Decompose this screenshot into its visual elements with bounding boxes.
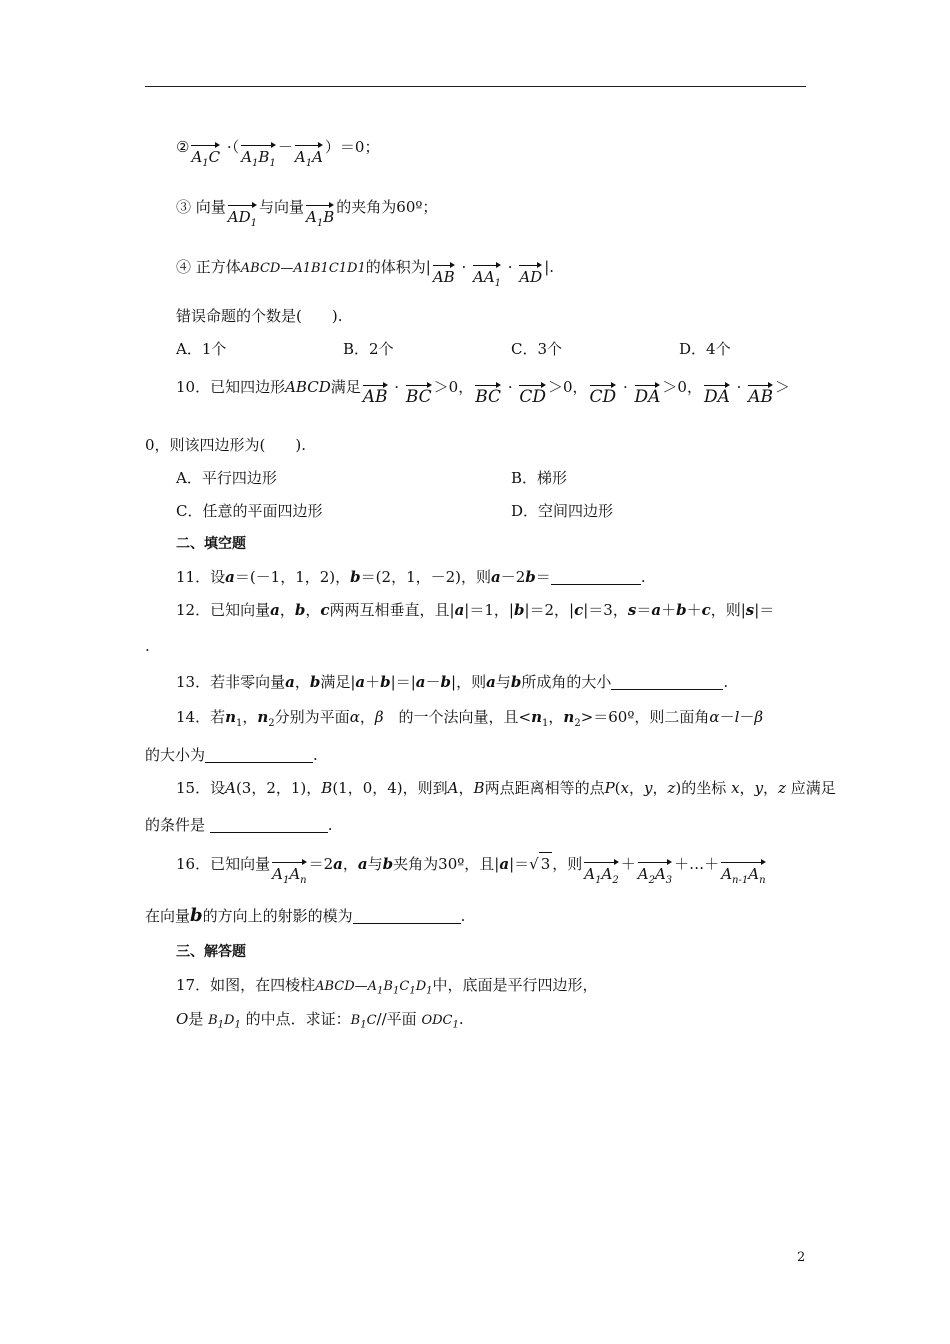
q14: 14．若$n_1$，$n_2$分别为平面α，β 的一个法向量，且$<n_1$，$n_2>=60º$，则二面角α－l－β	[176, 708, 764, 729]
item-4: ④ 正方体ABCD—A1B1C1D1的体积为$|AB \cdot AA_1 \cdot AD|$.	[176, 256, 554, 292]
q10-option-c: C．任意的平面四边形	[176, 502, 323, 520]
q12-end: .	[145, 637, 150, 655]
item-3: ③ 向量$AD_1$与向量$A_1B$的夹角为60º；	[176, 196, 437, 232]
q15-cont: 的条件是 .	[145, 816, 333, 834]
section-solve-heading: 三、解答题	[176, 944, 246, 960]
q10-option-b: B．梯形	[511, 469, 568, 487]
q9-stem: 错误命题的个数是( ).	[176, 307, 343, 325]
header-rule	[145, 86, 806, 87]
q10-option-a: A．平行四边形	[176, 469, 277, 487]
q16: 16．已知向量$A_1A_n=2a$，a与b夹角为30º，且|a|＝√ 3 ，则$A_1A_2+A_2A_3+\dots+A_{n-1}A_n$	[176, 852, 768, 889]
q10-option-d: D．空间四边形	[511, 502, 614, 520]
page-number: 2	[797, 1250, 806, 1265]
q11: 11．设a＝(－1，1，2)，b＝(2，1，－2)，则a－2b＝ .	[176, 568, 646, 586]
q9-option-b: B．2个	[343, 340, 394, 358]
q11-answer-blank[interactable]	[551, 568, 641, 585]
item-2: $②A_1C \cdot(A_1B_1-A_1A)=0$；	[176, 136, 379, 172]
section-fill-heading: 二、填空题	[176, 536, 246, 552]
q16-answer-blank[interactable]	[353, 907, 461, 924]
q16-cont: 在向量b的方向上的射影的模为 .	[145, 905, 466, 926]
q17-cont: O是 $B_1D_1$ 的中点．求证：$B_1C//$平面 $ODC_1$.	[176, 1010, 464, 1031]
q14-cont: 的大小为 .	[145, 746, 318, 764]
q10-stem-cont: 0，则该四边形为( ).	[145, 436, 307, 454]
q9-option-d: D．4个	[679, 340, 731, 358]
q13-answer-blank[interactable]	[611, 673, 723, 690]
q10-stem: 10．已知四边形ABCD满足 AB · BC ＞0， BC · CD ＞0， CD · DA ＞0， DA · AB ＞	[176, 378, 790, 407]
q12: 12．已知向量a，b，c两两互相垂直，且|a|＝1，|b|＝2，|c|＝3，s＝a＋b＋c，则|s|＝	[176, 601, 775, 619]
q15: 15．设A(3，2，1)，B(1，0，4)，则到A，B两点距离相等的点P(x，y，z)的坐标 x，y，z 应满足	[176, 779, 836, 797]
q13: 13．若非零向量a，b满足|a＋b|＝|a－b|，则a与b所成角的大小 .	[176, 673, 729, 691]
q17: 17．如图，在四棱柱$ABCD—A_1B_1C_1D_1$中，底面是平行四边形，	[176, 976, 598, 997]
q15-answer-blank[interactable]	[210, 816, 328, 833]
q14-answer-blank[interactable]	[205, 746, 313, 763]
q9-option-c: C．3个	[511, 340, 563, 358]
q9-option-a: A．1个	[176, 340, 227, 358]
